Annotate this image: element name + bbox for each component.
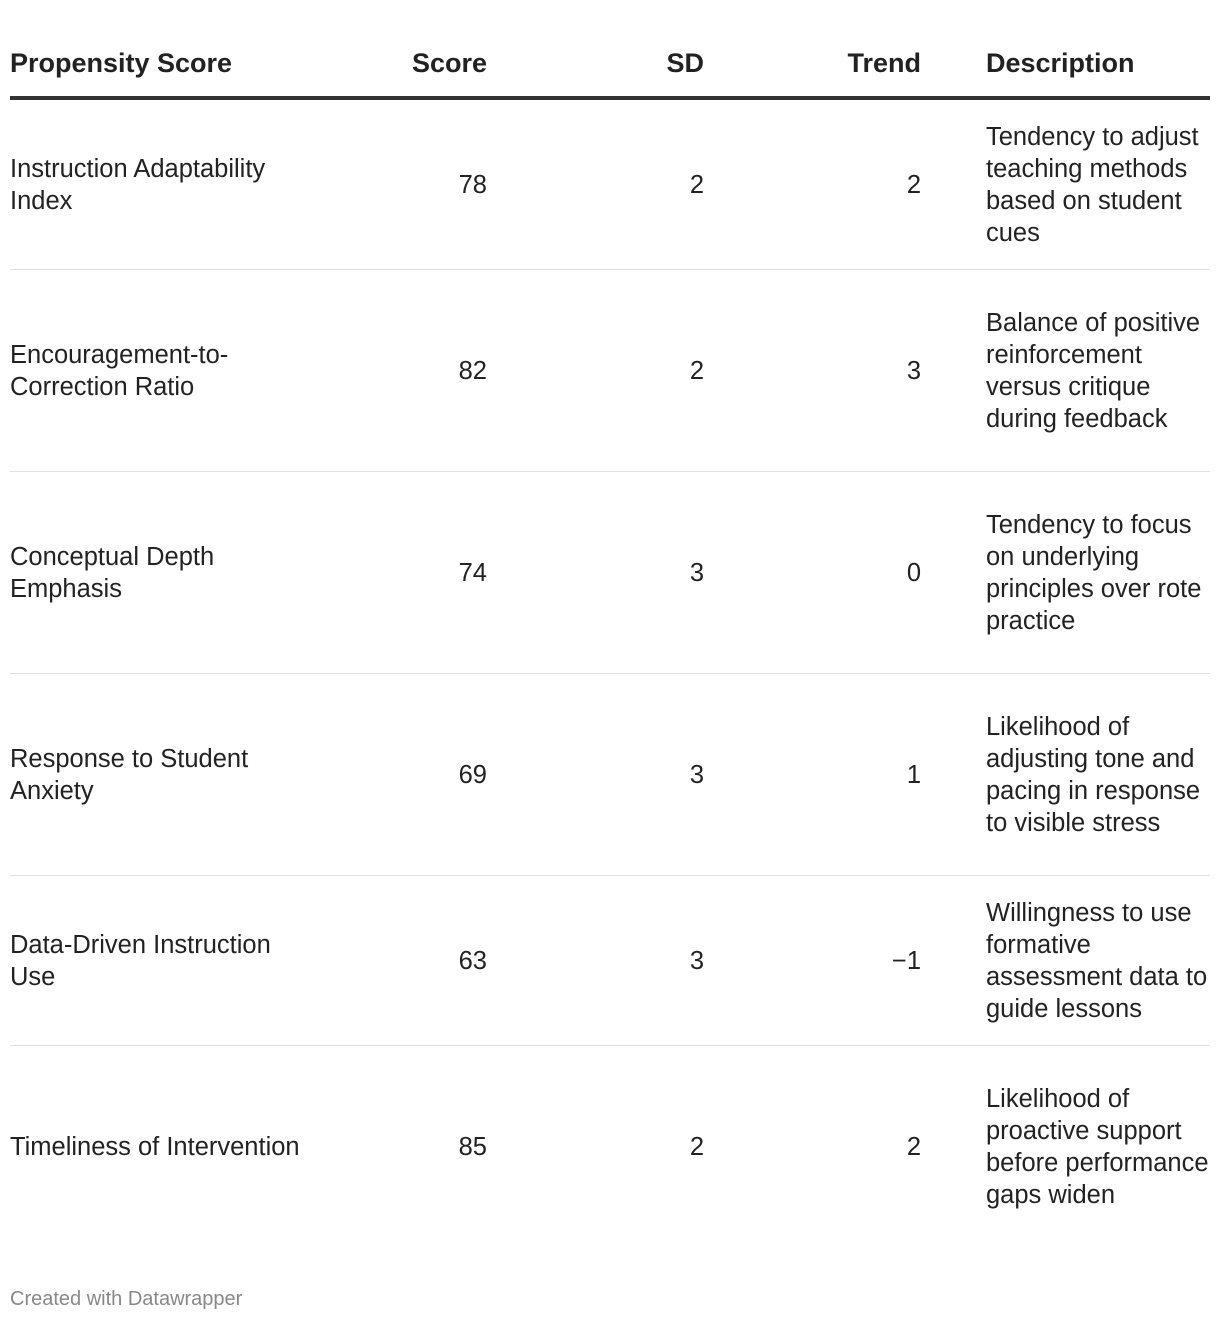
cell-sd: 2 — [487, 98, 704, 270]
table-row — [10, 674, 1210, 876]
column-header-sd: SD — [487, 30, 704, 98]
cell-score: 85 — [458, 1132, 487, 1161]
cell-trend: −1 — [704, 876, 921, 1046]
cell-trend: 3 — [704, 270, 921, 472]
cell-sd: 3 — [487, 472, 704, 674]
table-header-row — [10, 30, 1210, 98]
cell-sd: 2 — [487, 270, 704, 472]
cell-description: Willingness to use formative assessment data to guide lessons — [921, 876, 1210, 1046]
data-table-container — [10, 30, 1210, 1247]
cell-propensity-name: Encouragement-to-Correction Ratio — [10, 270, 310, 472]
cell-score: 82 — [310, 270, 487, 472]
cell-propensity-name: Conceptual Depth Emphasis — [10, 472, 310, 674]
cell-propensity-name: Instruction Adaptability Index — [10, 98, 310, 270]
column-header-description: Description — [921, 30, 1210, 98]
cell-sd: 2 — [689, 1132, 704, 1161]
table-row — [10, 1046, 1210, 1248]
cell-description: Balance of positive reinforcement versus critique during feedback — [921, 270, 1210, 472]
column-header-trend: Trend — [704, 30, 921, 98]
column-header-score: Score — [310, 30, 487, 98]
cell-trend: 0 — [704, 472, 921, 674]
cell-description: Tendency to adjust teaching methods based on student cues — [921, 98, 1210, 270]
cell-propensity-name: Timeliness of Intervention — [10, 1132, 300, 1161]
cell-score: 74 — [310, 472, 487, 674]
datawrapper-credit: Created with Datawrapper — [10, 1288, 243, 1310]
cell-propensity-name: Response to Student Anxiety — [10, 674, 310, 876]
table-row — [10, 472, 1210, 674]
cell-propensity-name: Data-Driven Instruction Use — [10, 876, 310, 1046]
column-header-propensity-score: Propensity Score — [10, 30, 310, 98]
cell-sd: 3 — [487, 674, 704, 876]
table-row — [10, 876, 1210, 1046]
cell-description: Likelihood of adjusting tone and pacing in response to visible stress — [921, 674, 1210, 876]
table-row — [10, 98, 1210, 270]
cell-score: 78 — [310, 98, 487, 270]
table-row — [10, 270, 1210, 472]
cell-score: 69 — [310, 674, 487, 876]
cell-description: Likelihood of proactive support before performance gaps widen — [986, 1084, 1209, 1209]
cell-trend: 2 — [704, 98, 921, 270]
cell-description: Tendency to focus on underlying principles over rote practice — [921, 472, 1210, 674]
cell-trend: 1 — [704, 674, 921, 876]
cell-score: 63 — [310, 876, 487, 1046]
cell-sd: 3 — [487, 876, 704, 1046]
propensity-score-table — [10, 30, 1210, 1247]
cell-trend: 2 — [906, 1132, 921, 1161]
